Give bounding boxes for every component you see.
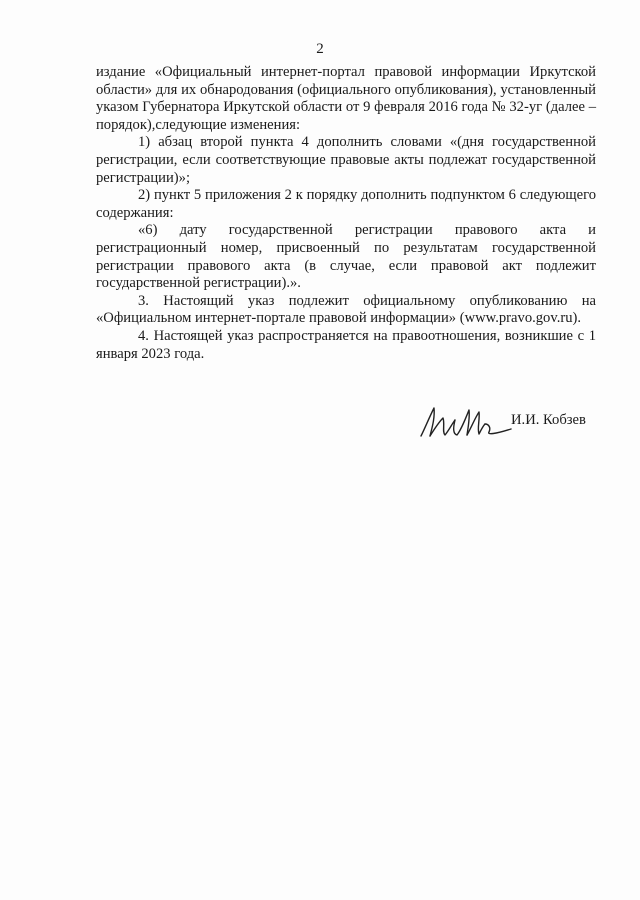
signature-block bbox=[415, 398, 600, 448]
document-body bbox=[96, 64, 596, 363]
signer-name: И.И. Кобзев bbox=[511, 412, 586, 428]
paragraph-continuation: издание «Официальный интернет-портал правовой информации Иркутской области» для их обнародования (официального опубликования), установленный указом Губернатора Иркутской области от 9 февраля 2016 года № 32-уг (далее – порядок),следующие изменения: bbox=[96, 64, 596, 133]
paragraph-item-2: 2) пункт 5 приложения 2 к порядку дополнить подпунктом 6 следующего содержания: bbox=[96, 187, 596, 221]
handwritten-signature bbox=[415, 398, 525, 444]
paragraph-point-4: 4. Настоящей указ распространяется на правоотношения, возникшие с 1 января 2023 года. bbox=[96, 327, 596, 362]
paragraph-point-3: 3. Настоящий указ подлежит официальному опубликованию на «Официальном интернет-портале правовой информации» (www.pravo.gov.ru). bbox=[96, 292, 596, 327]
paragraph-item-1: 1) абзац второй пункта 4 дополнить словами «(дня государственной регистрации, если соответствующие правовые акты подлежат государственной регистрации)»; bbox=[96, 134, 596, 186]
paragraph-subitem-6: «6) дату государственной регистрации правового акта и регистрационный номер, присвоенный по результатам государственной регистрации правового акта (в случае, если правовой акт подлежит государственной регистрации).». bbox=[96, 222, 596, 292]
page-number: 2 bbox=[316, 41, 324, 57]
